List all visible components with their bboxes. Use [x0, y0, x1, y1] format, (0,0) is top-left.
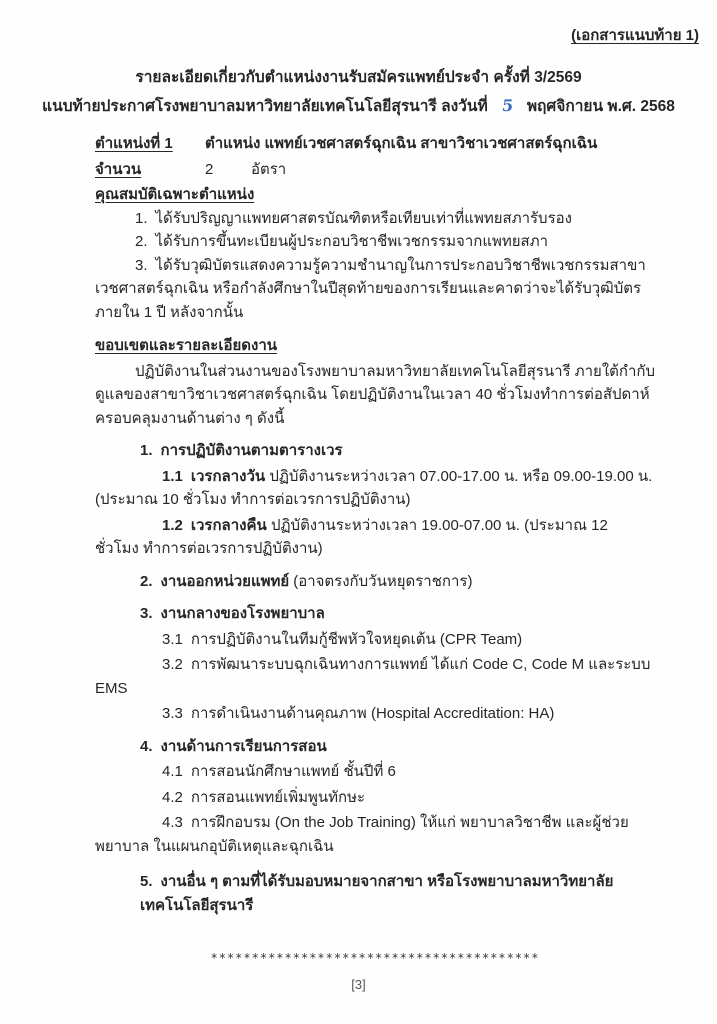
- position-row: [95, 132, 655, 156]
- qualifications-heading: คุณสมบัติเฉพาะตำแหน่ง: [95, 186, 255, 203]
- qualification-text: ได้รับปริญญาแพทยศาสตรบัณฑิตหรือเทียบเท่าที่แพทยสภารับรอง: [155, 209, 572, 227]
- subsection-text: ปฏิบัติงานระหว่างเวลา 07.00-17.00 น. หรือ 09.00-19.00 น. (ประมาณ 10 ชั่วโมง ทำการต่อเวรการปฏิบัติงาน): [95, 467, 653, 508]
- page-number: [3]: [351, 976, 366, 992]
- subsection-number: 3.2: [162, 656, 183, 673]
- qualification-item: [95, 230, 655, 254]
- document-body: [95, 132, 655, 971]
- count-unit: อัตรา: [251, 160, 287, 178]
- count-value: 2: [205, 160, 214, 178]
- section-number: 1.: [140, 442, 153, 459]
- title-line-2-prefix: แนบท้ายประกาศโรงพยาบาลมหาวิทยาลัยเทคโนโลยีสุรนารี ลงวันที่: [42, 97, 488, 115]
- count-row: [95, 158, 655, 182]
- section-note: (อาจตรงกับวันหยุดราชการ): [293, 572, 473, 590]
- subsection-number: 4.3: [162, 814, 183, 831]
- section-heading: [140, 735, 655, 759]
- subsection-item: [95, 811, 655, 858]
- subsection-lead: เวรกลางวัน: [190, 467, 266, 485]
- subsection-text: การดำเนินงานด้านคุณภาพ (Hospital Accreditation: HA): [190, 705, 555, 722]
- section-number: 2.: [140, 572, 153, 590]
- title-line-1: รายละเอียดเกี่ยวกับตำแหน่งงานรับสมัครแพทย์ประจำ ครั้งที่ 3/2569: [135, 69, 582, 86]
- subsection-number: 4.1: [162, 763, 183, 780]
- position-value: ตำแหน่ง แพทย์เวชศาสตร์ฉุกเฉิน สาขาวิชาเวชศาสตร์ฉุกเฉิน: [205, 135, 598, 152]
- count-label: จำนวน: [95, 160, 142, 178]
- section-title: การปฏิบัติงานตามตารางเวร: [160, 442, 343, 459]
- handwritten-day: 5: [500, 95, 514, 115]
- subsection-number: 1.2: [162, 516, 183, 534]
- subsection-item: [95, 760, 655, 784]
- section-title: งานกลางของโรงพยาบาล: [160, 605, 325, 622]
- subsection-text: การฝึกอบรม (On the Job Training) ให้แก่ พยาบาลวิชาชีพ และผู้ช่วยพยาบาล ในแผนกอุบัติเหตุและฉุกเฉิน: [95, 814, 629, 855]
- subsection-text: การปฏิบัติงานในทีมกู้ชีพหัวใจหยุดเต้น (CPR Team): [190, 630, 523, 648]
- subsection-number: 1.1: [162, 467, 183, 485]
- scope-heading: ขอบเขตและรายละเอียดงาน: [95, 337, 278, 354]
- title-line-2-suffix: พฤศจิกายน พ.ศ. 2568: [526, 97, 675, 115]
- subsection-number: 3.3: [162, 705, 183, 722]
- section-heading: [140, 439, 655, 463]
- subsection-item: [95, 702, 655, 726]
- subsection-text: การพัฒนาระบบฉุกเฉินทางการแพทย์ ได้แก่ Code C, Code M และระบบ EMS: [95, 656, 651, 697]
- section-number: 5.: [140, 873, 153, 890]
- subsection-lead: เวรกลางคืน: [190, 516, 267, 534]
- separator-line: ****************************************: [210, 951, 540, 965]
- section-heading: [140, 602, 655, 626]
- qualification-number: 1.: [135, 209, 148, 227]
- scope-intro: ปฏิบัติงานในส่วนงานของโรงพยาบาลมหาวิทยาลัยเทคโนโลยีสุรนารี ภายใต้กำกับดูแลของสาขาวิชาเวชศาสตร์ฉุกเฉิน โดยปฏิบัติงานในเวลา 40 ชั่วโมงทำการต่อสัปดาห์ ครอบคลุมงานด้านต่าง ๆ ดังนี้: [95, 362, 656, 427]
- qualification-number: 2.: [135, 233, 148, 250]
- attachment-label: (เอกสารแนบท้าย 1): [571, 27, 699, 44]
- subsection-text: ปฏิบัติงานระหว่างเวลา 19.00-07.00 น. (ประมาณ 12 ชั่วโมง ทำการต่อเวรการปฏิบัติงาน): [95, 516, 608, 557]
- qualification-text: ได้รับวุฒิบัตรแสดงความรู้ความชำนาญในการประกอบวิชาชีพเวชกรรมสาขาเวชศาสตร์ฉุกเฉิน หรือกำลังศึกษาในปีสุดท้ายของการเรียนและคาดว่าจะได้รับวุฒิบัตรภายใน 1 ปี หลังจากนั้น: [95, 256, 646, 321]
- title-line-2: [0, 94, 717, 119]
- position-label: ตำแหน่งที่ 1: [95, 135, 173, 152]
- qualification-number: 3.: [135, 256, 148, 274]
- subsection-text: การสอนแพทย์เพิ่มพูนทักษะ: [190, 788, 366, 806]
- section-heading: [140, 870, 655, 917]
- section-title: งานด้านการเรียนการสอน: [160, 737, 327, 755]
- qualification-item: [95, 207, 655, 231]
- document-title-block: [0, 66, 717, 118]
- subsection-item: [95, 514, 655, 561]
- section-heading: [140, 570, 655, 594]
- subsection-number: 4.2: [162, 788, 183, 806]
- section-title: งานอื่น ๆ ตามที่ได้รับมอบหมายจากสาขา หรือโรงพยาบาลมหาวิทยาลัยเทคโนโลยีสุรนารี: [140, 873, 614, 914]
- subsection-item: [95, 628, 655, 652]
- subsection-number: 3.1: [162, 630, 183, 648]
- section-title: งานออกหน่วยแพทย์: [160, 572, 290, 590]
- subsection-item: [95, 786, 655, 810]
- qualification-text: ได้รับการขึ้นทะเบียนผู้ประกอบวิชาชีพเวชกรรมจากแพทยสภา: [155, 233, 549, 250]
- section-number: 3.: [140, 605, 153, 622]
- section-number: 4.: [140, 737, 153, 755]
- subsection-item: [95, 465, 655, 512]
- qualification-item: [95, 254, 655, 325]
- subsection-text: การสอนนักศึกษาแพทย์ ชั้นปีที่ 6: [190, 763, 396, 780]
- subsection-item: [95, 653, 655, 700]
